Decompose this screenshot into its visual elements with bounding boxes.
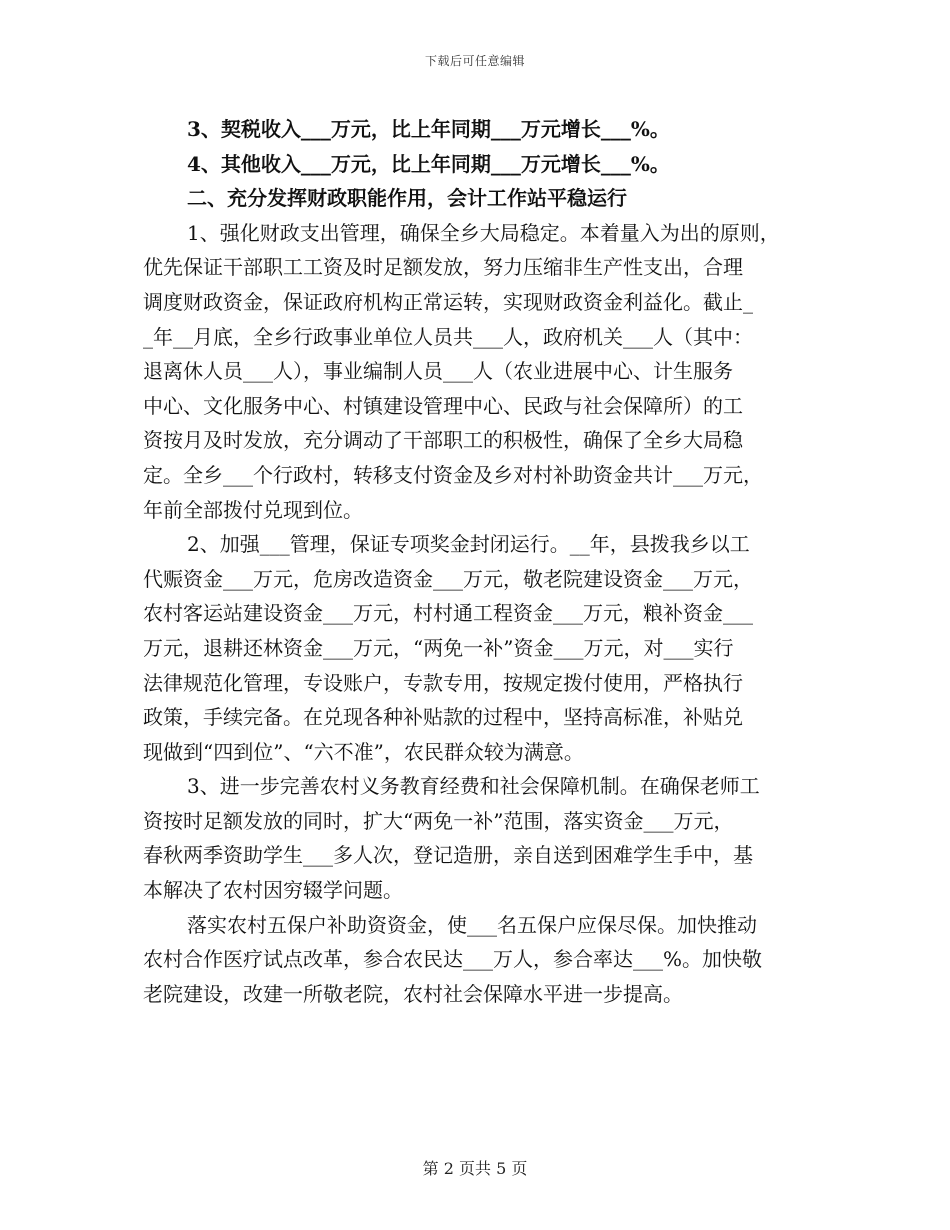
text-line: 法律规范化管理，专设账户，专款专用，按规定拨付使用，严格执行	[143, 670, 743, 695]
text-line: 2、加强___管理，保证专项奖金封闭运行。__年，县拨我乡以工	[187, 532, 750, 557]
text-line: 老院建设，改建一所敬老院，农村社会保障水平进一步提高。	[143, 981, 683, 1006]
text-line: 本解决了农村因穷辍学问题。	[143, 878, 403, 903]
text-line: 农村合作医疗试点改革，参合农民达___万人，参合率达___%。加快敬	[143, 947, 763, 972]
text-line: 万元，退耕还林资金___万元，“两免一补”资金___万元，对___实行	[143, 635, 734, 660]
text-line: 中心、文化服务中心、村镇建设管理中心、民政与社会保障所）的工	[143, 393, 743, 418]
text-line: 春秋两季资助学生___多人次，登记造册，亲自送到困难学生手中，基	[143, 843, 753, 868]
heading-line: 3、契税收入___万元，比上年同期___万元增长___%。	[187, 117, 670, 141]
text-line: 资按月及时发放，充分调动了干部职工的积极性，确保了全乡大局稳	[143, 428, 743, 453]
text-line: 年前全部拨付兑现到位。	[143, 497, 363, 522]
text-line: 农村客运站建设资金___万元，村村通工程资金___万元，粮补资金___	[143, 601, 753, 626]
heading-line: 4、其他收入___万元，比上年同期___万元增长___%。	[187, 151, 670, 176]
text-line: 退离休人员___人），事业编制人员___人（农业进展中心、计生服务	[143, 359, 733, 384]
text-line: 定。全乡___个行政村，转移支付资金及乡对村补助资金共计___万元，	[143, 462, 763, 487]
text-line: 调度财政资金，保证政府机构正常运转，实现财政资金利益化。截止_	[143, 289, 753, 314]
text-line: 政策，手续完备。在兑现各种补贴款的过程中，坚持高标准，补贴兑	[143, 705, 743, 730]
text-line: 落实农村五保户补助资资金，使___名五保户应保尽保。加快推动	[187, 912, 757, 937]
text-line: 3、进一步完善农村义务教育经费和社会保障机制。在确保老师工	[187, 774, 760, 799]
text-line: 代赈资金___万元，危房改造资金___万元，敬老院建设资金___万元，	[143, 566, 753, 591]
page-header: 下载后可任意编辑	[424, 54, 525, 68]
heading-line: 二、充分发挥财政职能作用，会计工作站平稳运行	[187, 186, 627, 211]
page-footer: 第 2 页共 5 页	[422, 1159, 528, 1178]
text-line: 1、强化财政支出管理，确保全乡大局稳定。本着量入为出的原则，	[187, 220, 780, 245]
text-line: 现做到“四到位”、“六不准”，农民群众较为满意。	[143, 739, 584, 764]
document-body	[143, 112, 811, 1011]
text-line: 资按时足额发放的同时，扩大“两免一补”范围，落实资金___万元，	[143, 808, 734, 833]
text-line: 优先保证干部职工工资及时足额发放，努力压缩非生产性支出，合理	[143, 255, 743, 280]
text-line: _年__月底，全乡行政事业单位人员共___人，政府机关___人（其中：	[143, 324, 753, 349]
